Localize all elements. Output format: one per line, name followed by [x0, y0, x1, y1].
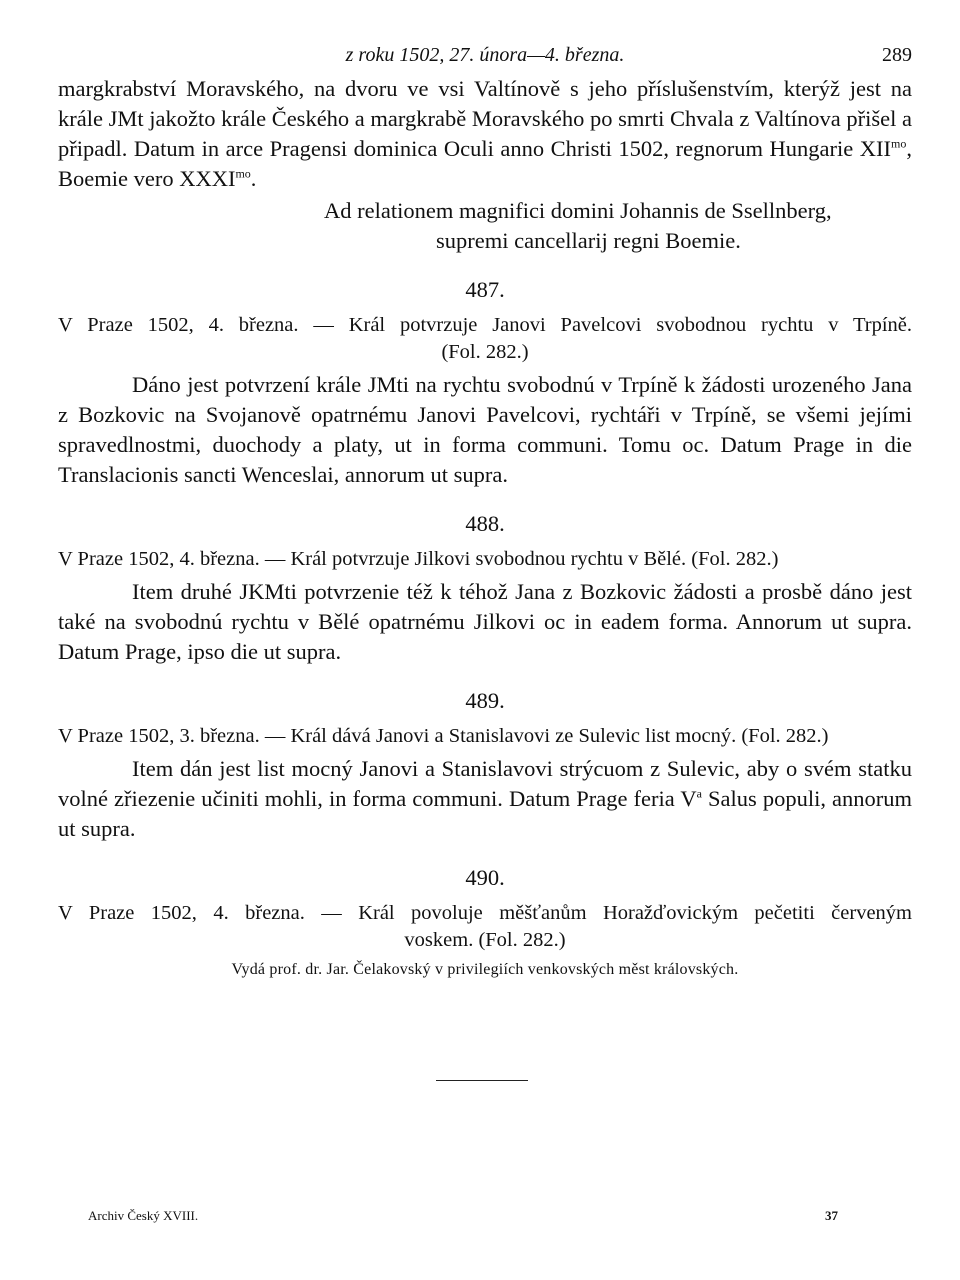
document-number-489: 489. — [465, 688, 505, 713]
document-number-487: 487. — [465, 277, 505, 302]
document-number-490: 490. — [465, 865, 505, 890]
document-text-487: Dáno jest potvrzení krále JMti na rychtu svobodnú v Trpíně k žádosti urozeného Jana z Bozkovic na Svojanově opatrnému Janovi Pavelcovi, rychtáři v Trpíně, se všemi jejími spravedlnostmi, duochody a platy, ut in forma communi. Tomu oc. Datum Prage in die Translacionis sancti Wenceslai, annorum ut supra. — [58, 372, 912, 487]
regest-490-line-2: voskem. (Fol. 282.) — [404, 929, 566, 951]
running-head — [58, 44, 912, 74]
regest-488: V Praze 1502, 4. března. — Král potvrzuje Jilkovi svobodnou rychtu v Bělé. (Fol. 282.) — [58, 548, 779, 570]
regest-490-line-1: V Praze 1502, 4. března. — Král povoluje měšťanům Horažďovickým pečetiti červeným — [58, 902, 912, 924]
signature-right: 37 — [825, 1208, 838, 1223]
continuation-sup-1: mo — [891, 136, 907, 151]
document-text-489-b: Salus populi, annorum ut supra. — [58, 786, 912, 841]
signature-left: Archiv Český XVIII. — [88, 1208, 199, 1223]
document-text-489-a: Item dán jest list mocný Janovi a Stanislavovi strýcuom z Sulevic, aby o svém statku volné zřiezenie učiniti mohli, in forma communi. Datum Prage feria V — [58, 756, 912, 811]
regest-489: V Praze 1502, 3. března. — Král dává Janovi a Stanislavovi ze Sulevic list mocný. (Fol. 282.) — [58, 725, 829, 747]
running-head-title: z roku 1502, 27. února—4. března. — [345, 44, 625, 66]
document-text-488: Item druhé JKMti potvrzenie též k téhož Jana z Bozkovic žádosti a prosbě dáno jest také na svobodnú rychtu v Bělé opatrnému Jilkovi oc in eadem forma. Annorum ut supra. Datum Prage, ipso die ut supra. — [58, 579, 912, 664]
continuation-sup-2: mo — [235, 166, 251, 181]
regest-490 — [58, 900, 912, 954]
regest-487 — [58, 312, 912, 366]
continuation-paragraph — [58, 74, 912, 194]
edition-note-490: Vydá prof. dr. Jar. Čelakovský v privilegiích venkovských měst královských. — [231, 961, 739, 978]
relatio-line-2: supremi cancellarij regni Boemie. — [436, 228, 741, 253]
document-number-488: 488. — [465, 511, 505, 536]
continuation-end: . — [250, 166, 257, 191]
end-divider — [436, 1080, 528, 1081]
regest-487-line-1: V Praze 1502, 4. března. — Král potvrzuje Janovi Pavelcovi svobodnou rychtu v Trpíně. — [58, 314, 912, 336]
document-text-489 — [58, 754, 912, 844]
continuation-mid: , Boemie vero XXXI — [58, 136, 912, 191]
continuation-text: margkrabství Moravského, na dvoru ve vsi Valtínově s jeho příslušenstvím, kterýž jest na krále JMt jakožto krále Českého a margkrabě Moravského po smrti Chvala z Valtínova přišel a připadl. Datum in arce Pragensi dominica Oculi anno Christi 1502, regnorum Hungarie XII — [58, 76, 912, 161]
document-text-489-sup: a — [696, 786, 702, 801]
regest-487-line-2: (Fol. 282.) — [441, 341, 529, 363]
page — [58, 44, 912, 982]
relatio-line-1: Ad relationem magnifici domini Johannis de Ssellnberg, — [324, 198, 832, 223]
relatio-note — [324, 196, 912, 256]
page-number: 289 — [882, 44, 912, 66]
